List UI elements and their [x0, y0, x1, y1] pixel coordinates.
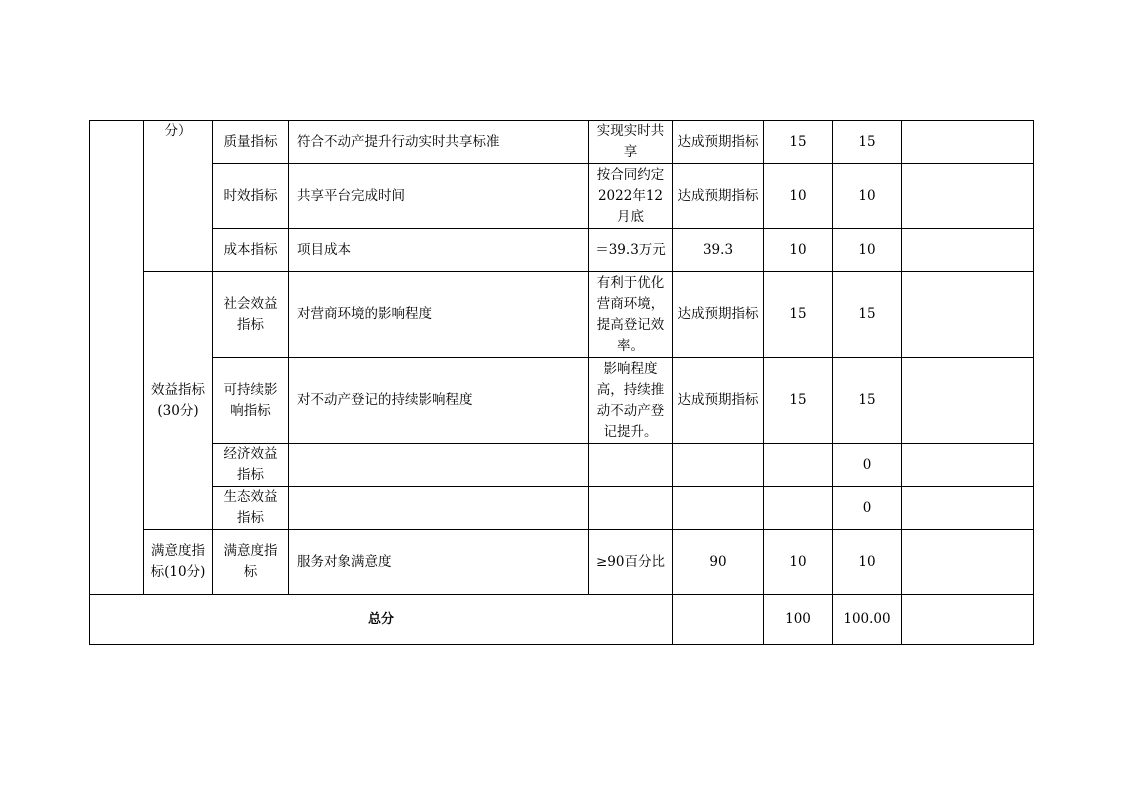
actual-cell: 达成预期指标 [673, 358, 764, 444]
note-cell [902, 487, 1034, 530]
actual-cell: 达成预期指标 [673, 164, 764, 229]
score-cell: 0 [833, 487, 902, 530]
weight-cell: 10 [764, 229, 833, 272]
actual-cell: 90 [673, 530, 764, 595]
total-actual-cell [673, 595, 764, 645]
weight-cell: 15 [764, 272, 833, 358]
table-row [90, 530, 1034, 595]
indicator-cell: 可持续影响指标 [213, 358, 289, 444]
score-cell: 10 [833, 530, 902, 595]
actual-cell: 达成预期指标 [673, 272, 764, 358]
target-cell: 影响程度高，持续推动不动产登记提升。 [589, 358, 673, 444]
total-row [90, 595, 1034, 645]
table-row [90, 358, 1034, 444]
score-cell: 15 [833, 272, 902, 358]
total-weight-cell: 100 [764, 595, 833, 645]
content-cell: 共享平台完成时间 [289, 164, 589, 229]
content-cell: 项目成本 [289, 229, 589, 272]
weight-cell: 10 [764, 164, 833, 229]
level2-cell: 分） [144, 121, 213, 272]
content-cell [289, 444, 589, 487]
indicator-cell: 满意度指标 [213, 530, 289, 595]
note-cell [902, 530, 1034, 595]
target-cell: ≥90百分比 [589, 530, 673, 595]
note-cell [902, 444, 1034, 487]
weight-cell [764, 444, 833, 487]
actual-cell [673, 444, 764, 487]
content-cell [289, 487, 589, 530]
score-cell: 10 [833, 229, 902, 272]
indicator-cell: 社会效益指标 [213, 272, 289, 358]
weight-cell [764, 487, 833, 530]
score-cell: 10 [833, 164, 902, 229]
note-cell [902, 358, 1034, 444]
total-score-cell: 100.00 [833, 595, 902, 645]
target-cell: 按合同约定2022年12月底 [589, 164, 673, 229]
level2-cell: 效益指标(30分) [144, 272, 213, 530]
actual-cell: 达成预期指标 [673, 121, 764, 164]
target-cell [589, 444, 673, 487]
total-label: 总分 [90, 595, 673, 645]
total-note-cell [902, 595, 1034, 645]
content-cell: 符合不动产提升行动实时共享标准 [289, 121, 589, 164]
indicator-cell: 经济效益指标 [213, 444, 289, 487]
note-cell [902, 272, 1034, 358]
target-cell: 实现实时共享 [589, 121, 673, 164]
table-row [90, 487, 1034, 530]
note-cell [902, 121, 1034, 164]
indicator-cell: 质量指标 [213, 121, 289, 164]
content-cell: 对营商环境的影响程度 [289, 272, 589, 358]
weight-cell: 10 [764, 530, 833, 595]
actual-cell [673, 487, 764, 530]
target-cell [589, 487, 673, 530]
table-row [90, 444, 1034, 487]
actual-cell: 39.3 [673, 229, 764, 272]
table-row [90, 164, 1034, 229]
table-row [90, 229, 1034, 272]
target-cell: 有利于优化营商环境，提高登记效率。 [589, 272, 673, 358]
level2-cell: 满意度指标(10分) [144, 530, 213, 595]
indicator-cell: 成本指标 [213, 229, 289, 272]
score-cell: 15 [833, 358, 902, 444]
note-cell [902, 164, 1034, 229]
score-cell: 15 [833, 121, 902, 164]
performance-table [89, 120, 1034, 645]
content-cell: 服务对象满意度 [289, 530, 589, 595]
content-cell: 对不动产登记的持续影响程度 [289, 358, 589, 444]
target-cell: ＝39.3万元 [589, 229, 673, 272]
note-cell [902, 229, 1034, 272]
weight-cell: 15 [764, 358, 833, 444]
indicator-cell: 时效指标 [213, 164, 289, 229]
table-row [90, 121, 1034, 164]
score-cell: 0 [833, 444, 902, 487]
weight-cell: 15 [764, 121, 833, 164]
table-row [90, 272, 1034, 358]
level1-cell [90, 121, 144, 595]
indicator-cell: 生态效益指标 [213, 487, 289, 530]
